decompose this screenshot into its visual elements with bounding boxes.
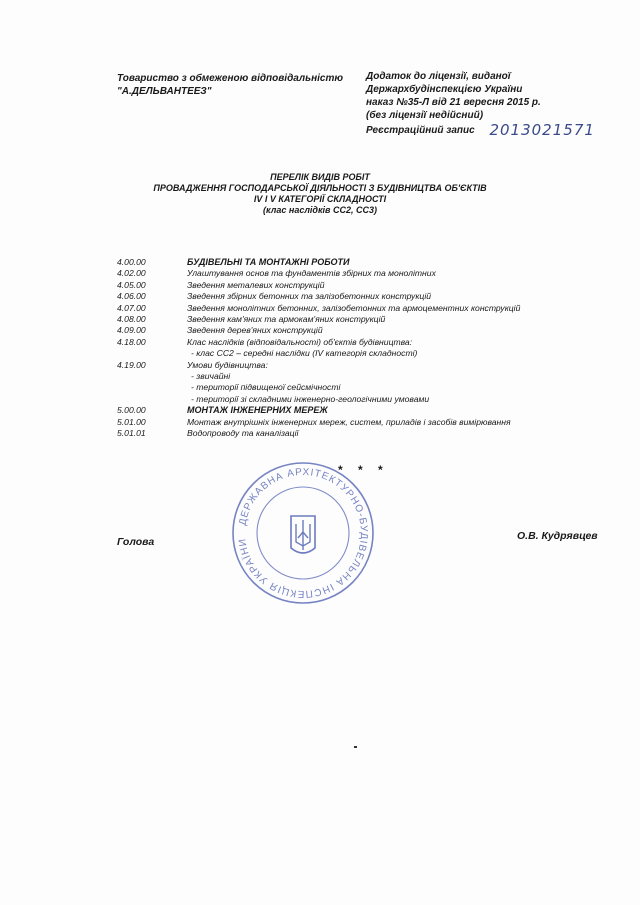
company-block [117, 72, 343, 98]
work-description: - звичайні [191, 371, 231, 382]
work-code: 5.01.01 [117, 428, 146, 439]
work-code: 4.09.00 [117, 325, 146, 336]
official-seal [228, 458, 378, 608]
section-row [117, 405, 577, 416]
work-description: Клас наслідків (відповідальності) об'єктів будівництва: [187, 336, 413, 347]
license-line-2: Держархбудінспекцією України [366, 84, 523, 95]
work-code [117, 382, 187, 393]
work-item-row [117, 314, 577, 325]
work-description: Улаштування основ та фундаментів збірних та монолітних [187, 268, 436, 279]
license-block [366, 70, 595, 137]
work-description: - клас СС2 – середні наслідки (IV категорія складності) [191, 348, 418, 359]
work-code: 5.00.00 [117, 405, 146, 416]
title-line-2: ПРОВАДЖЕННЯ ГОСПОДАРСЬКОЇ ДІЯЛЬНОСТІ З БУДІВНИЦТВА ОБ'ЄКТІВ [153, 183, 487, 193]
signatory-name: О.В. Кудрявцев [517, 530, 598, 542]
work-item-row [117, 417, 577, 428]
work-item-row [117, 291, 577, 302]
work-item-row [117, 348, 577, 359]
works-list [117, 257, 577, 440]
work-item-row [117, 303, 577, 314]
title-line-4: (клас наслідків СС2, СС3) [262, 205, 377, 215]
work-code: 5.01.00 [117, 416, 146, 427]
work-description: Зведення кам'яних та армокам'яних конструкцій [187, 314, 386, 325]
work-description: Монтаж внутрішніх інженерних мереж, систем, приладів і засобів вимірювання [187, 416, 511, 427]
document-title [0, 172, 640, 216]
trident-icon [291, 516, 315, 553]
title-line-3: IV І V КАТЕГОРІЇ СКЛАДНОСТІ [253, 194, 387, 204]
work-description: Зведення металевих конструкцій [187, 279, 325, 290]
work-code: 4.19.00 [117, 359, 146, 370]
work-item-row [117, 428, 577, 439]
work-item-row [117, 371, 577, 382]
work-description: БУДІВЕЛЬНІ ТА МОНТАЖНІ РОБОТИ [187, 257, 350, 267]
work-description: МОНТАЖ ІНЖЕНЕРНИХ МЕРЕЖ [187, 405, 328, 416]
work-code: 4.05.00 [117, 279, 146, 290]
work-description: Зведення збірних бетонних та залізобетонних конструкцій [187, 291, 432, 302]
work-code [117, 394, 187, 405]
seal-text: ДЕРЖАВНА АРХІТЕКТУРНО-БУДІВЕЛЬНА ІНСПЕКЦІЯ УКРАЇНИ [237, 466, 370, 600]
work-code: 4.06.00 [117, 291, 146, 302]
work-description: Умови будівництва: [187, 359, 268, 370]
work-code [117, 371, 187, 382]
work-description: Водопроводу та каналізації [187, 428, 299, 439]
work-description: - території підвищеної сейсмічності [191, 382, 341, 393]
registry-number: 2013021571 [489, 121, 595, 139]
work-item-row [117, 394, 577, 405]
work-code: 4.02.00 [117, 268, 146, 279]
scan-speck [354, 746, 357, 748]
license-line-3: наказ №35-Л від 21 вересня 2015 р. [366, 97, 541, 108]
signatory-position: Голова [117, 536, 155, 548]
work-item-row [117, 268, 577, 279]
work-code: 4.18.00 [117, 336, 146, 347]
registry-label: Реєстраційний запис [366, 125, 475, 136]
work-code [117, 348, 187, 359]
work-description: Зведення монолітних бетонних, залізобетонних та армоцементних конструкцій [187, 302, 521, 313]
company-line-1: Товариство з обмеженою відповідальністю [117, 73, 344, 84]
work-code: 4.08.00 [117, 314, 146, 325]
work-item-row [117, 337, 577, 348]
license-line-1: Додаток до ліцензії, виданої [366, 71, 511, 82]
work-item-row [117, 280, 577, 291]
section-row [117, 257, 577, 268]
work-item-row [117, 360, 577, 371]
license-line-4: (без ліцензії недійсний) [366, 110, 484, 121]
work-item-row [117, 325, 577, 336]
separator-stars: * * * [338, 463, 389, 477]
registry-row [366, 122, 595, 137]
work-description: - території зі складними інженерно-геологічними умовами [191, 393, 430, 404]
work-code: 4.07.00 [117, 302, 146, 313]
title-line-1: ПЕРЕЛІК ВИДІВ РОБІТ [270, 172, 370, 182]
work-description: Зведення дерев'яних конструкцій [187, 325, 323, 336]
company-line-2: "А.ДЕЛЬВАНТЕЕЗ" [117, 86, 212, 97]
work-item-row [117, 382, 577, 393]
work-code: 4.00.00 [117, 257, 146, 267]
